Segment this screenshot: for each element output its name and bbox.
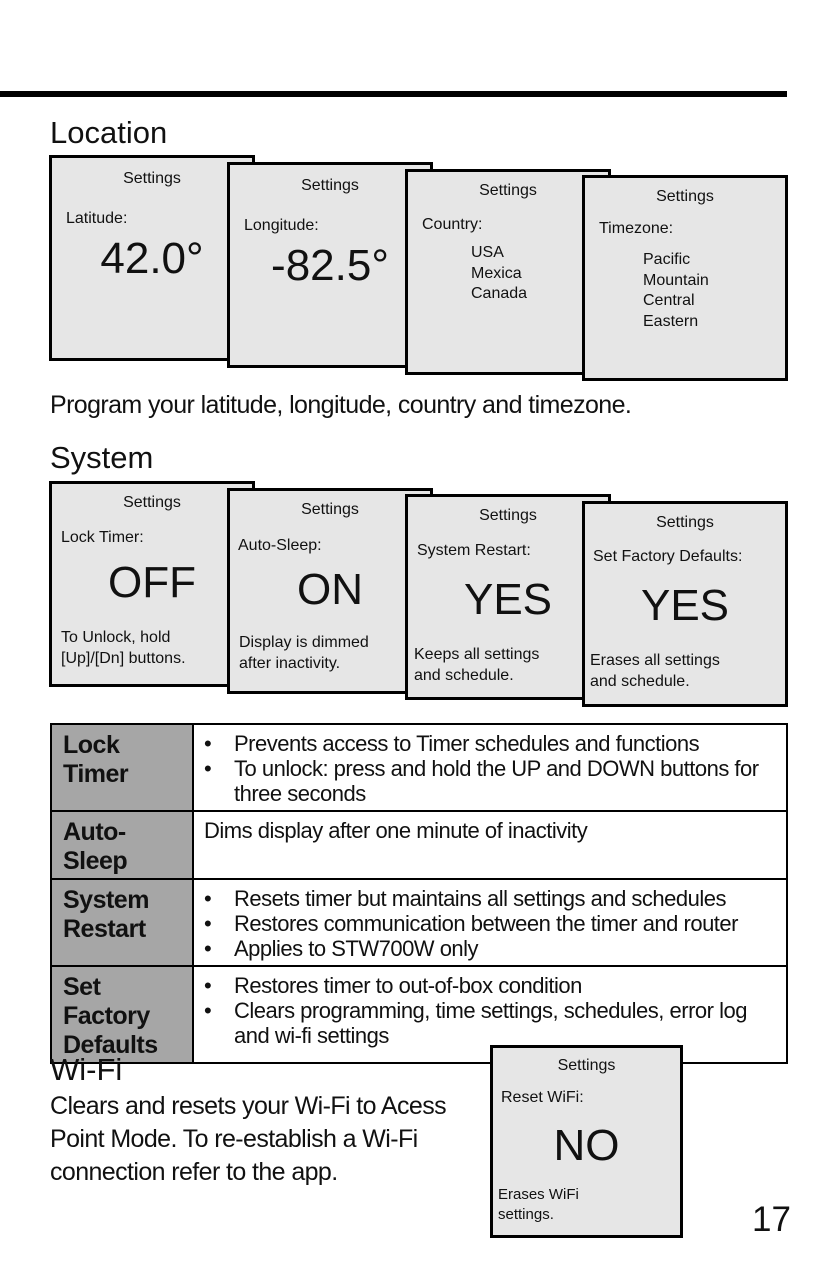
screen-title: Settings — [656, 188, 714, 205]
country-options — [471, 243, 527, 305]
screen-note — [239, 633, 369, 674]
system-restart-screen — [405, 494, 611, 700]
note-line: Display is dimmed — [239, 634, 369, 651]
table-row — [51, 724, 787, 811]
screen-title: Settings — [123, 170, 181, 187]
auto-sleep-value: ON — [297, 565, 363, 614]
screen-label: System Restart: — [417, 542, 531, 559]
header-line: Auto-Sleep — [63, 818, 128, 875]
country-option: Mexica — [471, 264, 522, 282]
screen-label: Auto-Sleep: — [238, 537, 322, 554]
row-description — [193, 724, 787, 811]
settings-table — [50, 723, 788, 1064]
location-description: Program your latitude, longitude, country and timezone. — [50, 391, 632, 419]
longitude-screen — [227, 162, 433, 368]
longitude-value: -82.5° — [271, 241, 389, 290]
description-line: Clears and resets your Wi-Fi to Acess — [50, 1092, 446, 1120]
timezone-option: Eastern — [643, 312, 699, 330]
bullet-item: • To unlock: press and hold the UP and DOWN buttons for three seconds — [204, 756, 776, 806]
timezone-options — [643, 250, 709, 332]
screen-note — [414, 645, 539, 686]
header-line: Set — [63, 973, 101, 1001]
page-number: 17 — [752, 1200, 791, 1239]
reset-wifi-screen — [490, 1045, 683, 1238]
latitude-value: 42.0° — [100, 234, 204, 283]
screen-title: Settings — [301, 177, 359, 194]
header-line: Factory — [63, 1002, 150, 1030]
system-heading: System — [50, 440, 154, 475]
row-header — [51, 966, 193, 1063]
note-line: Keeps all settings — [414, 646, 540, 663]
factory-defaults-value: YES — [640, 581, 730, 630]
screen-note — [590, 651, 720, 692]
screen-note — [61, 628, 186, 669]
timezone-option: Mountain — [643, 271, 709, 289]
row-header — [51, 724, 193, 811]
note-line: after inactivity. — [239, 654, 341, 672]
location-heading: Location — [50, 115, 168, 150]
screen-title: Settings — [123, 494, 181, 511]
note-line: and schedule. — [414, 666, 514, 684]
note-line: and schedule. — [590, 672, 690, 690]
country-option: Canada — [471, 285, 528, 302]
lock-timer-value: OFF — [108, 558, 196, 607]
row-text: Dims display after one minute of inactivity — [204, 818, 588, 843]
description-line: Point Mode. To re-establish a Wi-Fi — [50, 1125, 418, 1153]
lock-timer-screen — [49, 481, 255, 687]
row-description — [193, 811, 787, 879]
screen-label: Lock Timer: — [61, 529, 144, 546]
wifi-description — [50, 1090, 446, 1189]
screen-label: Longitude: — [244, 217, 319, 234]
auto-sleep-screen — [227, 488, 433, 694]
note-line: To Unlock, hold — [61, 629, 171, 646]
header-line: System — [63, 886, 149, 914]
screen-label: Country: — [422, 216, 483, 233]
bullet-item: • Restores timer to out-of-box condition — [204, 973, 776, 998]
timezone-screen — [582, 175, 788, 381]
bullet-item: • Applies to STW700W only — [204, 936, 776, 961]
screen-title: Settings — [557, 1057, 616, 1074]
timezone-option: Pacific — [643, 251, 691, 268]
screen-title: Settings — [656, 514, 714, 531]
bullet-item: • Prevents access to Timer schedules and functions — [204, 731, 776, 756]
top-rule — [0, 91, 787, 97]
screen-label: Latitude: — [66, 210, 128, 227]
wifi-heading: Wi-Fi — [50, 1052, 123, 1087]
table-row — [51, 811, 787, 879]
note-line: [Up]/[Dn] buttons. — [61, 649, 186, 667]
screen-title: Settings — [479, 182, 537, 199]
row-description — [193, 879, 787, 966]
bullet-item: • Restores communication between the timer and router — [204, 911, 776, 936]
factory-defaults-screen — [582, 501, 788, 707]
row-header — [51, 879, 193, 966]
timezone-option: Central — [643, 292, 695, 309]
bullet-item: • Resets timer but maintains all settings and schedules — [204, 886, 776, 911]
reset-wifi-value: NO — [553, 1121, 620, 1170]
system-restart-value: YES — [463, 575, 553, 624]
country-option: USA — [471, 244, 504, 261]
latitude-screen — [49, 155, 255, 361]
country-screen — [405, 169, 611, 375]
note-line: Erases all settings — [590, 652, 720, 669]
header-line: Defaults — [63, 1031, 158, 1059]
screen-note — [498, 1185, 579, 1224]
note-line: settings. — [498, 1205, 554, 1223]
description-line: connection refer to the app. — [50, 1158, 338, 1186]
table-row — [51, 879, 787, 966]
note-line: Erases WiFi — [498, 1186, 579, 1203]
row-header — [51, 811, 193, 879]
screen-label: Set Factory Defaults: — [593, 548, 743, 565]
screen-title: Settings — [301, 501, 359, 518]
header-line: Lock Timer — [63, 731, 129, 788]
header-line: Restart — [63, 915, 146, 943]
screen-title: Settings — [479, 507, 537, 524]
screen-label: Reset WiFi: — [501, 1089, 584, 1106]
screen-label: Timezone: — [599, 220, 674, 237]
bullet-item: • Clears programming, time settings, schedules, error log and wi-fi settings — [204, 998, 776, 1048]
